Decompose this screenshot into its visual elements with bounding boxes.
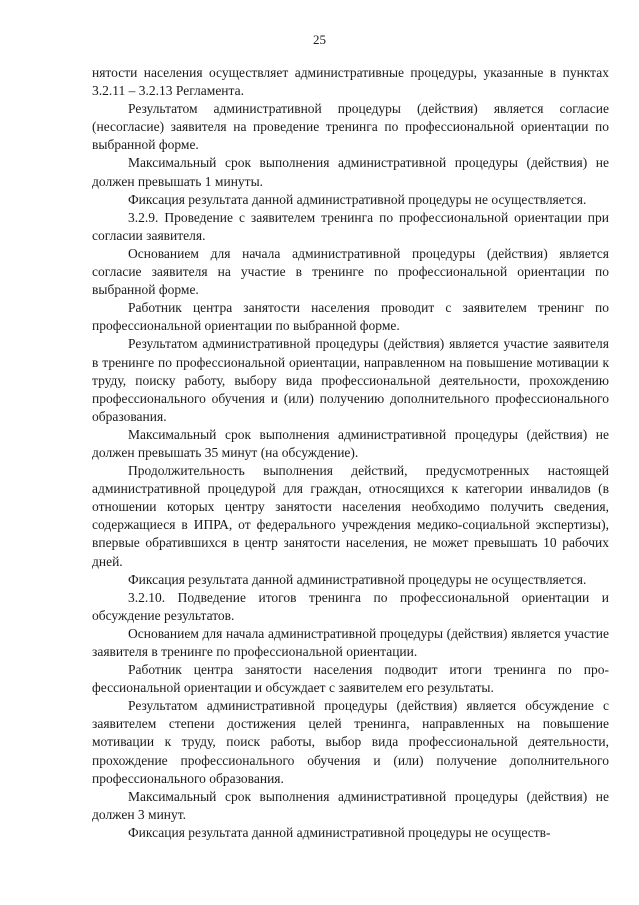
paragraph-result-consent: Результатом административной процедуры (действия) является согласие (несогласие) заявителя на проведение тренинга по профессиональной ориентации по выбранной форме.: [92, 101, 609, 153]
paragraph-result-3-2-9: Результатом административной процедуры (действия) является участие заявителя в тренинге по профессиональной ориентации, направленном на повышение мотивации к труду, поиску работу, выбору вида профессиональной деятельности, прохождению профессионального обучения и (или) получению дополнительного профессионального образования.: [92, 336, 609, 424]
document-body: [92, 64, 609, 842]
paragraph-fixation-3: Фиксация результата данной административной процедуры не осуществ-: [128, 824, 551, 840]
page-number: 25: [313, 32, 326, 47]
paragraph-fixation-2: Фиксация результата данной административной процедуры не осуществляется.: [128, 571, 587, 587]
paragraph-result-3-2-10: Результатом административной процедуры (действия) является обсуждение с заявителем степени достижения целей тренинга, направленных на повышение мотивации к труду, поиск работы, выбор вида профессиональной деятельности, прохождение профессионального обучения и (или) получение дополнительного профессионального образования.: [92, 698, 609, 786]
paragraph-fixation-1: Фиксация результата данной административной процедуры не осуществляется.: [128, 191, 587, 207]
paragraph-basis-3-2-10: Основанием для начала административной процедуры (действия) является участие заявителя в тренинге по профессиональной ориентации.: [92, 625, 609, 659]
paragraph-max-time-3: Максимальный срок выполнения административной процедуры (действия) не должен 3 минут.: [92, 788, 609, 822]
paragraph-duration-disabled: Продолжительность выполнения действий, предусмотренных настоящей административной процедурой для граждан, относящихся к категории инвалидов (в отношении которых центру занятости населения необходимо получить сведения, содержащиеся в ИПРА, от федерального учреждения медико-социальной экспертизы), впервые обратившихся в центр занятости населения, не может превышать 10 рабочих дней.: [92, 463, 609, 569]
paragraph-worker-3-2-9: Работник центра занятости населения проводит с заявителем тренинг по профессиональной ориентации по выбранной форме.: [92, 300, 609, 334]
paragraph-continuation: нятости населения осуществляет административные процедуры, указанные в пунктах 3.2.11 – 3.2.13 Регламента.: [92, 65, 609, 99]
paragraph-basis-3-2-9: Основанием для начала административной процедуры (действия) является согласие заявителя на участие в тренинге по профессиональной ориентации по выбранной форме.: [92, 245, 609, 298]
paragraph-max-time-1: Максимальный срок выполнения административной процедуры (действия) не должен превышать 1 минуты.: [92, 155, 609, 189]
section-heading-3-2-9: 3.2.9. Проведение с заявителем тренинга по профессиональной ориентации при согласии заявителя.: [92, 209, 609, 243]
section-heading-3-2-10: 3.2.10. Подведение итогов тренинга по профессиональной ориентации и обсуждение результатов.: [92, 589, 609, 623]
paragraph-worker-3-2-10: Работник центра занятости населения подводит итоги тренинга по профессиональной ориентации и обсуждает с заявителем его результаты.: [92, 662, 609, 696]
paragraph-max-time-35: Максимальный срок выполнения административной процедуры (действия) не должен превышать 35 минут (на обсуждение).: [92, 426, 609, 460]
